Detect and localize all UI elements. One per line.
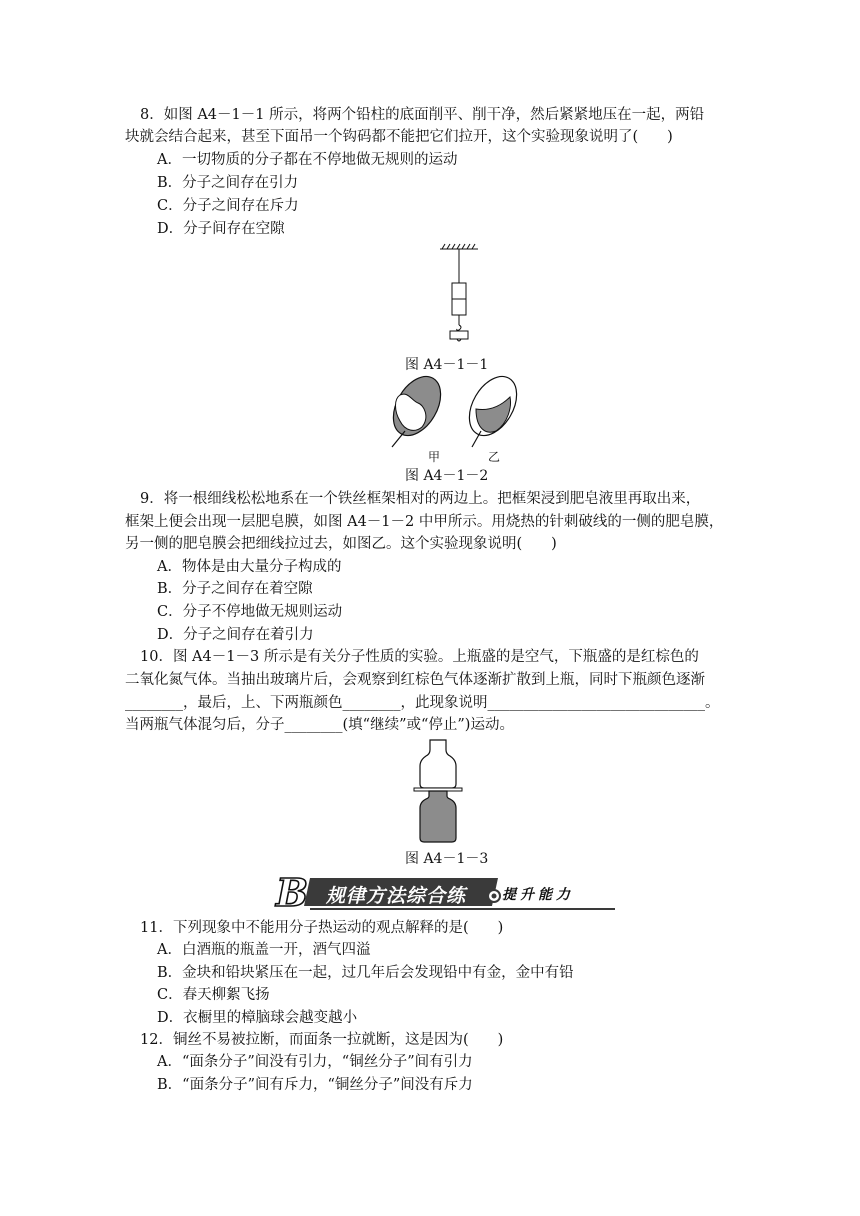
- hook-weight: [450, 331, 468, 339]
- figure-caption-a4-1-2: 图 A4－1－2: [405, 468, 489, 484]
- q8-option-d: D．分子间存在空隙: [157, 221, 285, 237]
- q9-option-a: A．物体是由大量分子构成的: [157, 559, 342, 575]
- q9-option-d: D．分子之间存在着引力: [157, 627, 314, 643]
- q12-option-a: A．“面条分子”间没有引力，“铜丝分子”间有引力: [157, 1054, 473, 1070]
- label-jia: 甲: [428, 450, 441, 463]
- upper-lead-cylinder: [452, 283, 466, 299]
- banner-title: 规律方法综合练: [326, 885, 467, 907]
- upper-bottle-air: [420, 740, 456, 788]
- figure-caption-a4-1-3: 图 A4－1－3: [405, 851, 489, 867]
- q8-stem-line-1: 8．如图 A4－1－1 所示，将两个铅柱的底面削平、削干净，然后紧紧地压在一起，两铅: [140, 107, 705, 123]
- figure-caption-a4-1-1: 图 A4－1－1: [405, 357, 489, 373]
- lower-bottle-no2: [420, 791, 456, 842]
- q12-stem: 12．铜丝不易被拉断，而面条一拉就断，这是因为( ): [140, 1032, 504, 1048]
- q11-option-a: A．白酒瓶的瓶盖一开，酒气四溢: [157, 942, 371, 958]
- hook: [457, 325, 461, 330]
- section-banner: [270, 872, 620, 912]
- q11-option-d: D．衣橱里的樟脑球会越变越小: [157, 1010, 358, 1026]
- soap-film-figure: [380, 373, 530, 463]
- lead-cylinders-figure: [430, 243, 490, 345]
- q10-stem-line-1: 10．图 A4－1－3 所示是有关分子性质的实验。上瓶盛的是空气，下瓶盛的是红棕色的: [140, 649, 699, 665]
- q8-option-c: C．分子之间存在斥力: [157, 198, 299, 214]
- q11-stem: 11．下列现象中不能用分子热运动的观点解释的是( ): [140, 920, 504, 936]
- q9-stem-line-3: 另一侧的肥皂膜会把细线拉过去，如图乙。这个实验现象说明( ): [125, 536, 557, 552]
- ceiling-hatch: [440, 244, 478, 249]
- q8-stem-line-2: 块就会结合起来，甚至下面吊一个钩码都不能把它们拉开，这个实验现象说明了( ): [125, 129, 673, 145]
- q12-option-b: B．“面条分子”间有斥力，“铜丝分子”间没有斥力: [157, 1077, 473, 1093]
- q8-option-b: B．分子之间存在引力: [157, 175, 299, 191]
- frame-yi: [460, 373, 527, 447]
- two-bottles-figure: [410, 738, 466, 846]
- q8-option-a: A．一切物质的分子都在不停地做无规则的运动: [157, 152, 458, 168]
- q9-option-b: B．分子之间存在着空隙: [157, 581, 313, 597]
- q9-stem-line-2: 框架上便会出现一层肥皂膜，如图 A4－1－2 中甲所示。用烧热的针刺破线的一侧的肥皂膜，: [125, 514, 724, 530]
- q9-option-c: C．分子不停地做无规则运动: [157, 604, 343, 620]
- q10-stem-line-4: 当两瓶气体混匀后，分子________(填“继续”或“停止”)运动。: [125, 717, 514, 733]
- q11-option-b: B．金块和铅块紧压在一起，过几年后会发现铅中有金，金中有铅: [157, 965, 574, 981]
- q10-stem-line-3: ________，最后，上、下两瓶颜色________，此现象说明______________________________。: [125, 695, 720, 711]
- label-yi: 乙: [488, 450, 501, 463]
- q11-option-c: C．春天柳絮飞扬: [157, 987, 270, 1003]
- frame-jia: [384, 373, 451, 447]
- q10-stem-line-2: 二氧化氮气体。当抽出玻璃片后，会观察到红棕色气体逐渐扩散到上瓶，同时下瓶颜色逐渐: [125, 672, 705, 688]
- lower-lead-cylinder: [452, 299, 466, 315]
- banner-subtitle: 提升能力: [502, 887, 574, 903]
- q9-stem-line-1: 9．将一根细线松松地系在一个铁丝框架相对的两边上。把框架浸到肥皂液里再取出来，: [140, 491, 701, 507]
- banner-letter-b: B: [276, 872, 309, 912]
